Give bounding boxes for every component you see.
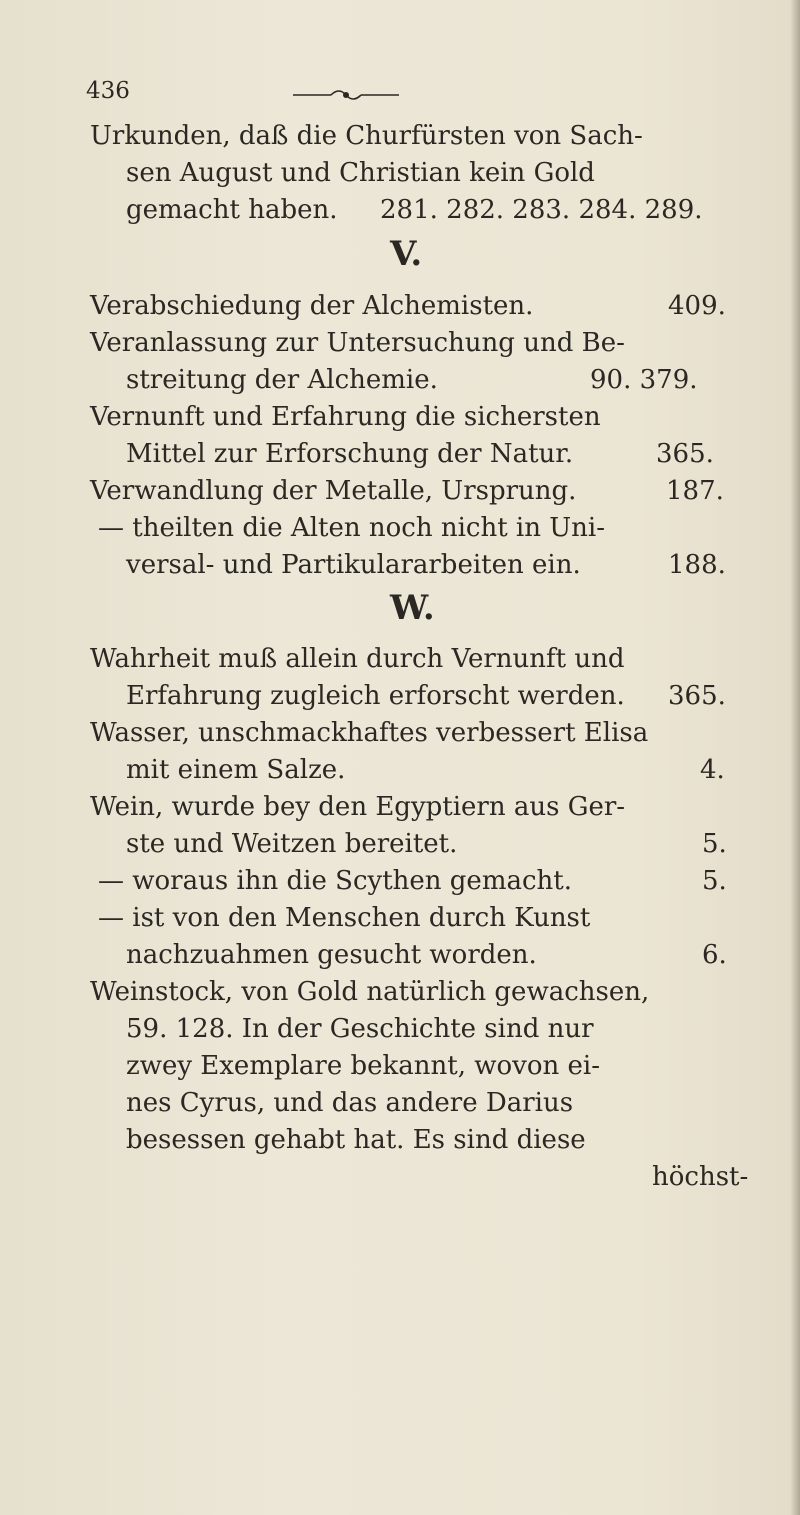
index-line: 59. 128. In der Geschichte sind nur (126, 1014, 594, 1044)
index-line: mit einem Salze. (126, 755, 346, 785)
page-references: 5. (702, 866, 727, 896)
page-references: 365. (656, 439, 714, 469)
ornament-icon (291, 86, 401, 104)
index-line: ste und Weitzen bereitet. (126, 829, 458, 859)
index-line: Wasser, unschmackhaftes verbessert Elisa (90, 718, 649, 748)
page-header (86, 78, 686, 118)
index-line: Veranlassung zur Untersuchung und Be- (90, 328, 625, 358)
page-references: 90. 379. (590, 365, 698, 395)
index-line: Weinstock, von Gold natürlich gewachsen, (90, 977, 650, 1007)
index-line: Erfahrung zugleich erforscht werden. (126, 681, 625, 711)
index-line: — woraus ihn die Scythen gemacht. (98, 866, 572, 896)
index-line: — theilten die Alten noch nicht in Uni- (98, 513, 605, 543)
index-line: Verwandlung der Metalle, Ursprung. (90, 476, 577, 506)
index-line: — ist von den Menschen durch Kunst (98, 903, 591, 933)
page-references: 188. (668, 550, 726, 580)
index-line: Mittel zur Erforschung der Natur. (126, 439, 574, 469)
index-line: nes Cyrus, und das andere Darius (126, 1088, 574, 1118)
page-references: 187. (666, 476, 724, 506)
page-number: 436 (86, 78, 130, 104)
index-line: Urkunden, daß die Churfürsten von Sach- (90, 121, 643, 151)
index-line: Verabschiedung der Alchemisten. (90, 291, 534, 321)
index-line: Wahrheit muß allein durch Vernunft und (90, 644, 625, 674)
index-line: sen August und Christian kein Gold (126, 158, 595, 188)
catchword: höchst- (652, 1162, 749, 1192)
page-edge-shadow (790, 0, 800, 1515)
index-line: nachzuahmen gesucht worden. (126, 940, 537, 970)
index-line: gemacht haben. (126, 195, 338, 225)
index-line: zwey Exemplare bekannt, wovon ei- (126, 1051, 601, 1081)
index-line: besessen gehabt hat. Es sind diese (126, 1125, 586, 1155)
page-references: 281. 282. 283. 284. 289. (380, 195, 703, 225)
page-references: 6. (702, 940, 727, 970)
section-letter: W. (390, 588, 435, 628)
index-line: Vernunft und Erfahrung die sichersten (90, 402, 601, 432)
section-letter: V. (390, 234, 423, 274)
page-references: 365. (668, 681, 726, 711)
index-line: streitung der Alchemie. (126, 365, 438, 395)
page-references: 5. (702, 829, 727, 859)
page-references: 409. (668, 291, 726, 321)
index-line: Wein, wurde bey den Egyptiern aus Ger- (90, 792, 626, 822)
page-references: 4. (700, 755, 725, 785)
index-line: versal- und Partikulararbeiten ein. (126, 550, 581, 580)
